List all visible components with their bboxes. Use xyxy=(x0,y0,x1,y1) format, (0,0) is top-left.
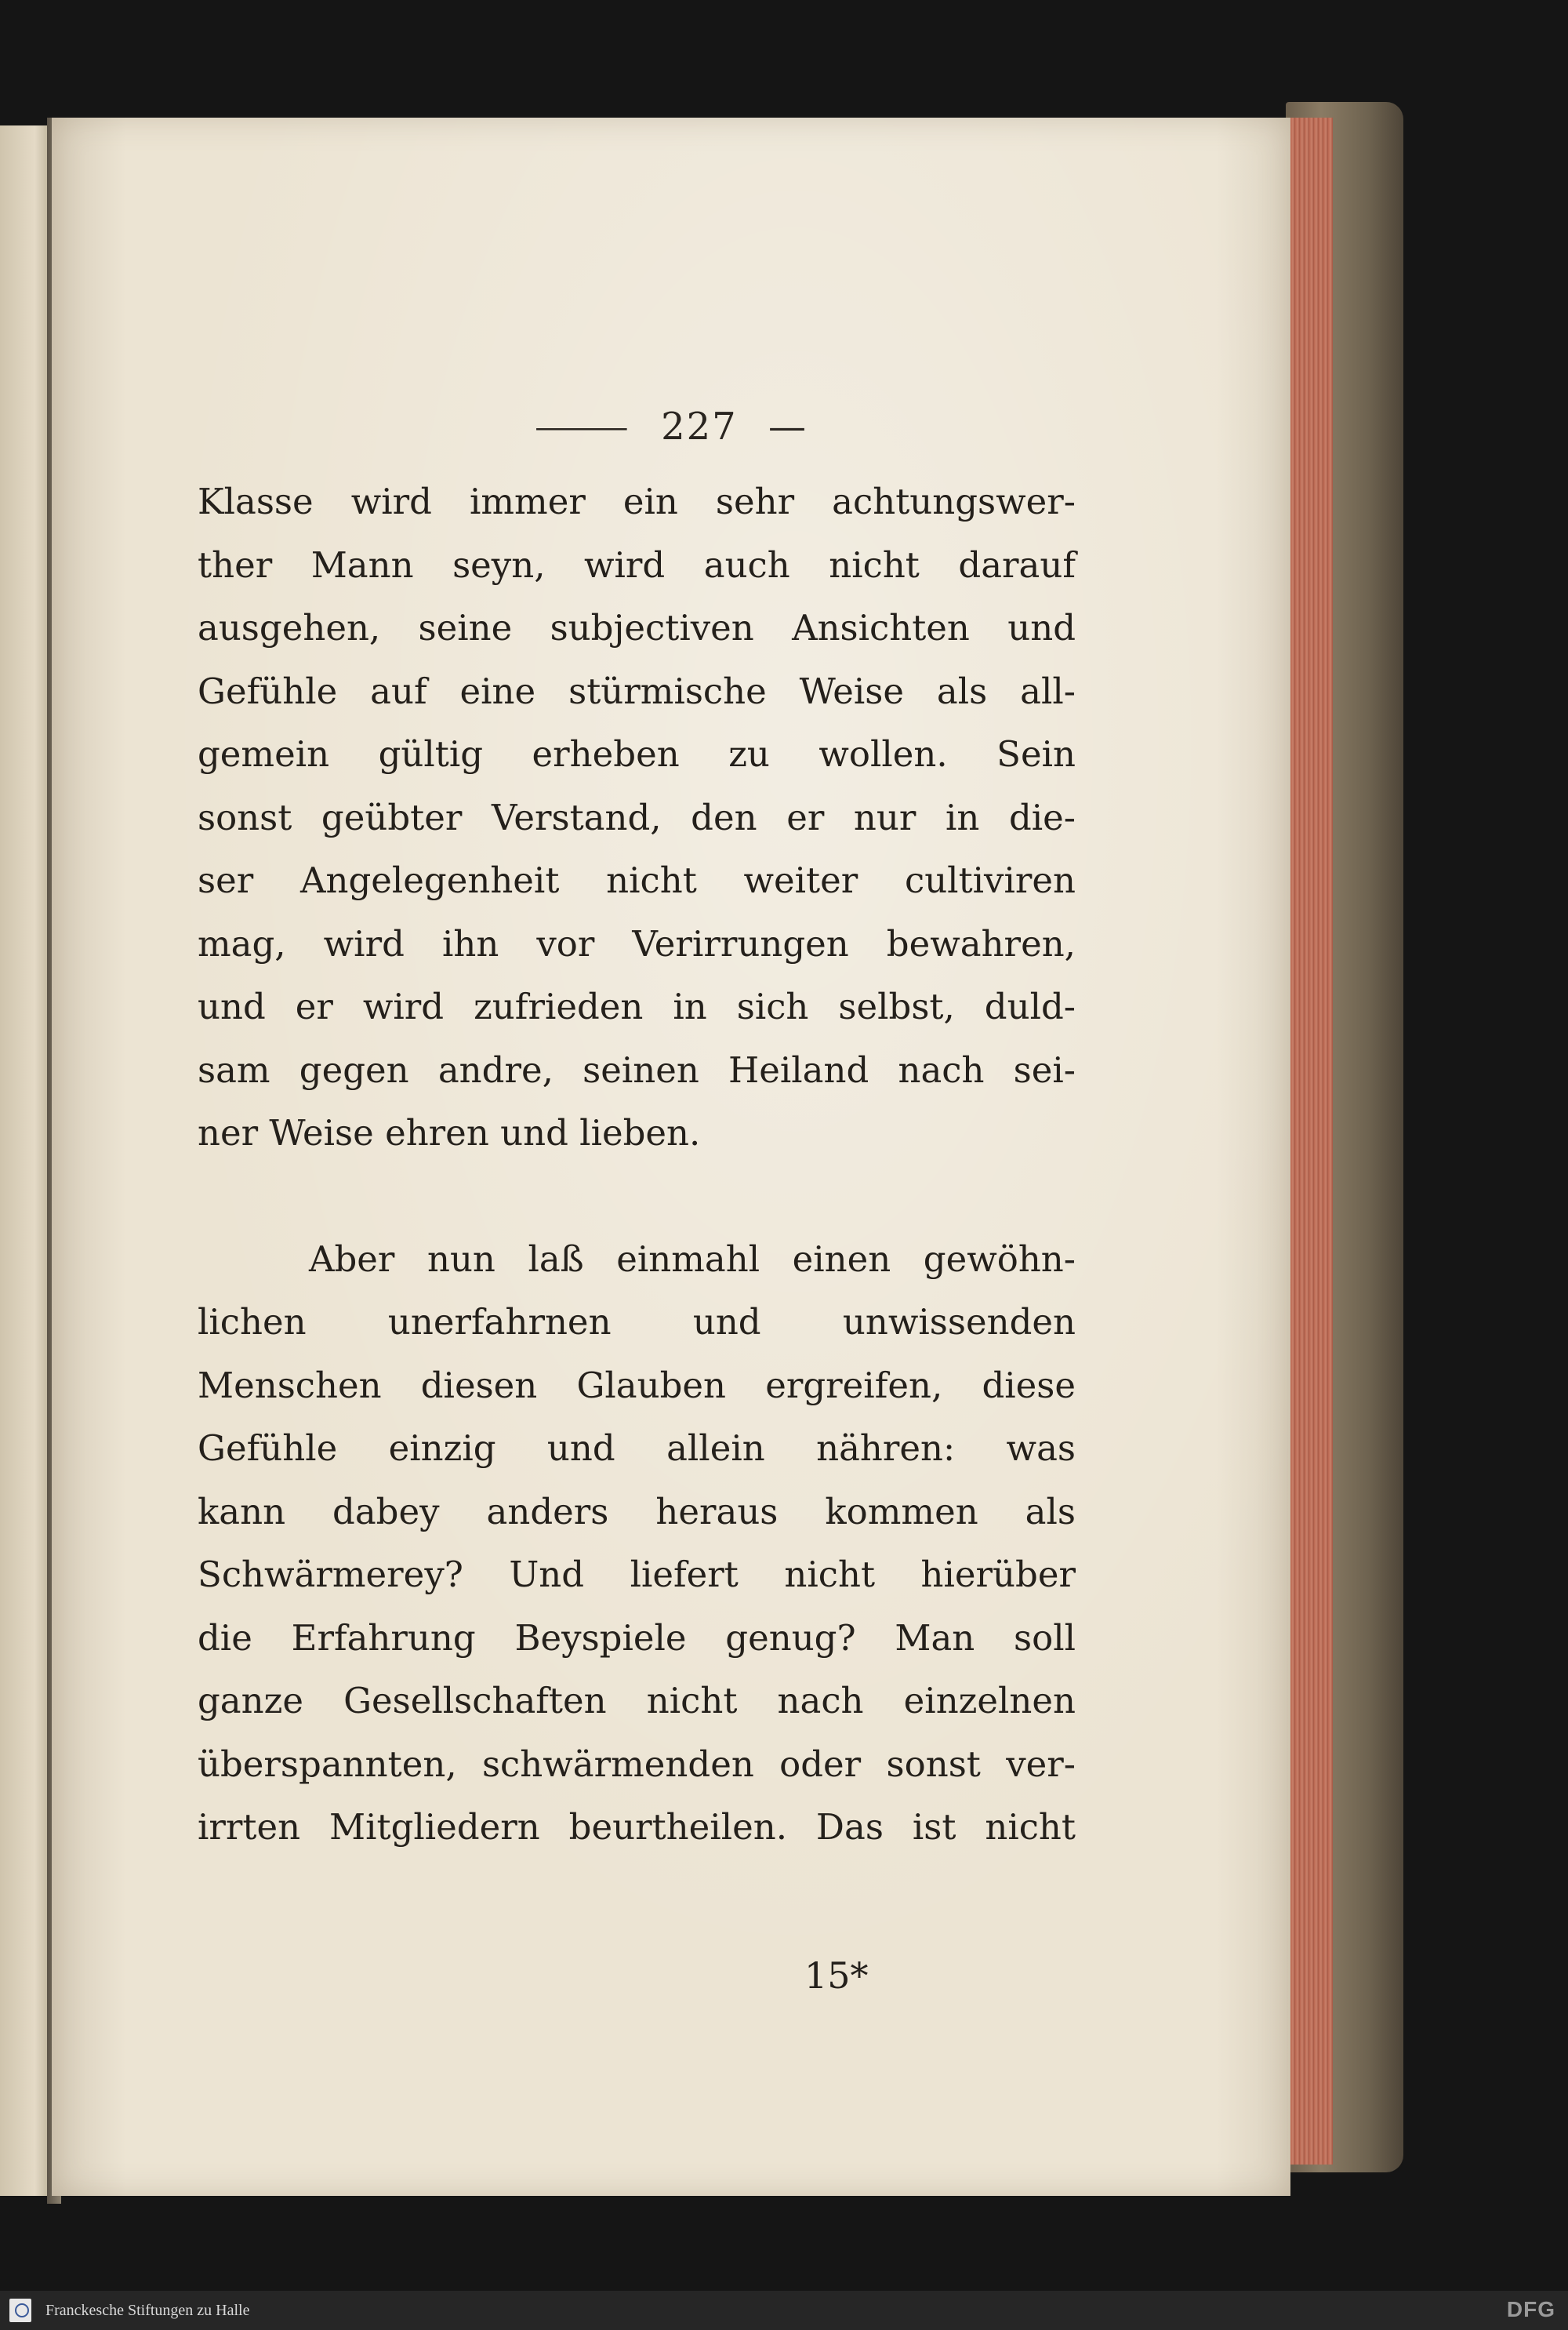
paragraph-1 xyxy=(198,471,1076,1165)
page-number: 227 xyxy=(661,405,738,449)
text-line: Gefühle einzig und allein nähren: was xyxy=(198,1427,1076,1469)
text-line: und er wird zufrieden in sich selbst, duld- xyxy=(198,986,1076,1027)
text-line: lichen unerfahrnen und unwissenden xyxy=(198,1301,1076,1343)
text-line: ther Mann seyn, wird auch nicht darauf xyxy=(198,543,1076,586)
paragraph-2 xyxy=(198,1228,1076,1859)
text-line: Gefühle auf eine stürmische Weise als all- xyxy=(198,670,1076,712)
facing-page-edge xyxy=(0,125,50,2196)
text-line: Klasse wird immer ein sehr achtungswer- xyxy=(198,481,1076,522)
text-line: sonst geübter Verstand, den er nur in die- xyxy=(198,796,1076,838)
text-line: die Erfahrung Beyspiele genug? Man soll xyxy=(198,1616,1076,1659)
running-header xyxy=(52,396,1290,450)
paragraph-gap xyxy=(198,1165,1076,1228)
header-ornament-right: — xyxy=(768,405,808,449)
text-line: kann dabey anders heraus kommen als xyxy=(198,1490,1076,1532)
text-line: überspannten, schwärmenden oder sonst ver- xyxy=(198,1743,1076,1785)
text-line: gemein gültig erheben zu wollen. Sein xyxy=(198,733,1076,775)
text-line: ser Angelegenheit nicht weiter cultiviren xyxy=(198,860,1076,901)
body-text xyxy=(198,471,1076,1859)
page-edges xyxy=(1286,118,1333,2165)
text-line: Schwärmerey? Und liefert nicht hierüber xyxy=(198,1554,1076,1595)
institution-logo-icon xyxy=(9,2299,31,2322)
book-page xyxy=(52,118,1290,2196)
dfg-logo: DFG xyxy=(1506,2297,1555,2321)
signature-mark: 15* xyxy=(804,1954,869,1997)
institution-name: Franckesche Stiftungen zu Halle xyxy=(45,2302,250,2319)
text-line: ganze Gesellschaften nicht nach einzelnen xyxy=(198,1680,1076,1721)
text-line: Menschen diesen Glauben ergreifen, diese xyxy=(198,1364,1076,1406)
text-line: ner Weise ehren und lieben. xyxy=(198,1112,701,1154)
viewer-footer-bar xyxy=(0,2291,1568,2330)
text-line: Aber nun laß einmahl einen gewöhn- xyxy=(309,1238,1076,1280)
header-ornament-left: ⸻ xyxy=(535,405,630,449)
text-line: irrten Mitgliedern beurtheilen. Das ist nicht xyxy=(198,1806,1076,1848)
text-line: sam gegen andre, seinen Heiland nach sei- xyxy=(198,1049,1076,1091)
text-line: mag, wird ihn vor Verirrungen bewahren, xyxy=(198,922,1076,965)
text-line: ausgehen, seine subjectiven Ansichten und xyxy=(198,607,1076,649)
